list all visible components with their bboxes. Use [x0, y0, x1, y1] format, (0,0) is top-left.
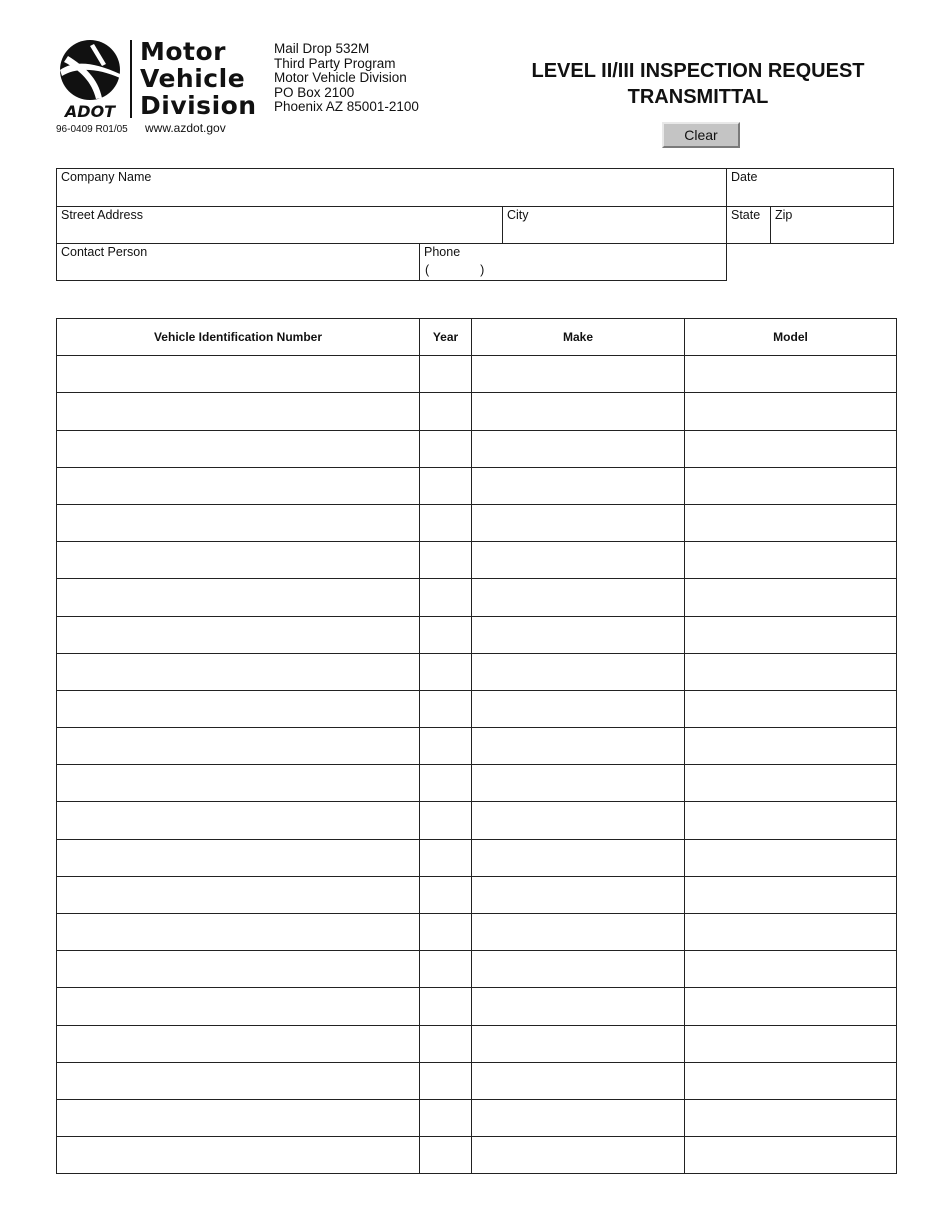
year-cell[interactable]: [420, 728, 472, 765]
year-cell[interactable]: [420, 356, 472, 393]
division-line: Vehicle: [140, 64, 246, 93]
model-column-header: Model: [685, 319, 897, 356]
table-row: [57, 653, 897, 690]
clear-button[interactable]: Clear: [662, 122, 740, 148]
date-label: Date: [731, 170, 758, 184]
year-column-header: Year: [420, 319, 472, 356]
year-cell[interactable]: [420, 393, 472, 430]
table-row: [57, 579, 897, 616]
year-cell[interactable]: [420, 1062, 472, 1099]
vin-cell[interactable]: [57, 728, 420, 765]
model-cell[interactable]: [685, 728, 897, 765]
model-cell[interactable]: [685, 839, 897, 876]
street-address-field[interactable]: [56, 206, 503, 244]
state-label: State: [731, 208, 761, 222]
model-cell[interactable]: [685, 504, 897, 541]
make-cell[interactable]: [472, 616, 685, 653]
year-cell[interactable]: [420, 988, 472, 1025]
year-cell[interactable]: [420, 1137, 472, 1174]
make-cell[interactable]: [472, 802, 685, 839]
model-cell[interactable]: [685, 765, 897, 802]
table-row: [57, 1025, 897, 1062]
table-row: [57, 1137, 897, 1174]
model-cell[interactable]: [685, 356, 897, 393]
year-cell[interactable]: [420, 802, 472, 839]
street-address-label: Street Address: [61, 208, 143, 222]
table-header-row: [57, 319, 897, 356]
city-label: City: [507, 208, 529, 222]
vin-cell[interactable]: [57, 1025, 420, 1062]
make-cell[interactable]: [472, 430, 685, 467]
table-row: [57, 690, 897, 727]
model-cell[interactable]: [685, 951, 897, 988]
make-cell[interactable]: [472, 356, 685, 393]
model-cell[interactable]: [685, 802, 897, 839]
make-cell[interactable]: [472, 690, 685, 727]
model-cell[interactable]: [685, 542, 897, 579]
make-cell[interactable]: [472, 393, 685, 430]
title-line: LEVEL II/III INSPECTION REQUEST: [531, 60, 865, 82]
table-row: [57, 728, 897, 765]
vin-cell[interactable]: [57, 616, 420, 653]
vin-cell[interactable]: [57, 876, 420, 913]
area-code-open: (: [425, 263, 430, 277]
model-cell[interactable]: [685, 876, 897, 913]
make-cell[interactable]: [472, 1062, 685, 1099]
address-line: Mail Drop 532M: [274, 41, 370, 56]
model-cell[interactable]: [685, 914, 897, 951]
table-row: [57, 914, 897, 951]
make-cell[interactable]: [472, 1099, 685, 1136]
vin-cell[interactable]: [57, 393, 420, 430]
model-cell[interactable]: [685, 1062, 897, 1099]
table-row: [57, 356, 897, 393]
table-row: [57, 765, 897, 802]
table-row: [57, 802, 897, 839]
table-row: [57, 951, 897, 988]
year-cell[interactable]: [420, 504, 472, 541]
phone-field[interactable]: [419, 243, 727, 281]
year-cell[interactable]: [420, 430, 472, 467]
table-row: [57, 467, 897, 504]
table-row: [57, 504, 897, 541]
year-cell[interactable]: [420, 467, 472, 504]
year-cell[interactable]: [420, 914, 472, 951]
vin-cell[interactable]: [57, 653, 420, 690]
year-cell[interactable]: [420, 765, 472, 802]
model-cell[interactable]: [685, 579, 897, 616]
vehicle-table: [56, 318, 897, 1174]
year-cell[interactable]: [420, 653, 472, 690]
make-cell[interactable]: [472, 1025, 685, 1062]
year-cell[interactable]: [420, 616, 472, 653]
make-cell[interactable]: [472, 653, 685, 690]
vin-cell[interactable]: [57, 1099, 420, 1136]
year-cell[interactable]: [420, 951, 472, 988]
make-cell[interactable]: [472, 728, 685, 765]
state-field[interactable]: [726, 206, 771, 244]
vin-cell[interactable]: [57, 579, 420, 616]
address-line: Third Party Program: [274, 55, 396, 71]
vin-column-header: Vehicle Identification Number: [57, 319, 420, 356]
phone-label: Phone: [424, 245, 461, 259]
title-line: TRANSMITTAL: [627, 86, 769, 108]
vin-cell[interactable]: [57, 430, 420, 467]
table-row: [57, 542, 897, 579]
year-cell[interactable]: [420, 690, 472, 727]
make-cell[interactable]: [472, 1137, 685, 1174]
model-cell[interactable]: [685, 690, 897, 727]
vin-cell[interactable]: [57, 839, 420, 876]
model-cell[interactable]: [685, 1025, 897, 1062]
make-cell[interactable]: [472, 951, 685, 988]
form-number: 96-0409 R01/05: [56, 124, 128, 135]
address-line: PO Box 2100: [274, 84, 355, 100]
vin-cell[interactable]: [57, 504, 420, 541]
date-field[interactable]: [726, 168, 894, 207]
document-title: [500, 58, 896, 110]
city-field[interactable]: [502, 206, 727, 244]
make-cell[interactable]: [472, 914, 685, 951]
make-cell[interactable]: [472, 988, 685, 1025]
division-line: Division: [140, 91, 257, 120]
model-cell[interactable]: [685, 1099, 897, 1136]
vin-cell[interactable]: [57, 356, 420, 393]
model-cell[interactable]: [685, 988, 897, 1025]
mailing-address: [274, 42, 419, 115]
contact-person-label: Contact Person: [61, 245, 148, 259]
zip-field[interactable]: [770, 206, 894, 244]
adot-logo-icon: [54, 40, 126, 120]
model-cell[interactable]: [685, 393, 897, 430]
model-cell[interactable]: [685, 1137, 897, 1174]
vin-cell[interactable]: [57, 951, 420, 988]
vin-cell[interactable]: [57, 467, 420, 504]
year-cell[interactable]: [420, 1025, 472, 1062]
division-line: Motor: [140, 37, 227, 66]
website: www.azdot.gov: [145, 121, 226, 135]
model-cell[interactable]: [685, 616, 897, 653]
vin-cell[interactable]: [57, 542, 420, 579]
vin-cell[interactable]: [57, 765, 420, 802]
year-cell[interactable]: [420, 579, 472, 616]
model-cell[interactable]: [685, 653, 897, 690]
year-cell[interactable]: [420, 542, 472, 579]
vin-cell[interactable]: [57, 1137, 420, 1174]
make-column-header: Make: [472, 319, 685, 356]
vin-cell[interactable]: [57, 690, 420, 727]
make-cell[interactable]: [472, 579, 685, 616]
table-row: [57, 393, 897, 430]
logo-lettering: ADOT: [64, 102, 116, 120]
company-name-label: Company Name: [61, 170, 152, 184]
make-cell[interactable]: [472, 839, 685, 876]
year-cell[interactable]: [420, 839, 472, 876]
make-cell[interactable]: [472, 876, 685, 913]
table-row: [57, 876, 897, 913]
make-cell[interactable]: [472, 765, 685, 802]
make-cell[interactable]: [472, 467, 685, 504]
vin-cell[interactable]: [57, 988, 420, 1025]
vin-cell[interactable]: [57, 914, 420, 951]
address-line: Motor Vehicle Division: [274, 70, 407, 86]
make-cell[interactable]: [472, 542, 685, 579]
table-row: [57, 1099, 897, 1136]
zip-label: Zip: [775, 208, 793, 222]
vin-cell[interactable]: [57, 802, 420, 839]
contact-person-field[interactable]: [56, 243, 420, 281]
table-row: [57, 1062, 897, 1099]
year-cell[interactable]: [420, 876, 472, 913]
table-row: [57, 839, 897, 876]
model-cell[interactable]: [685, 430, 897, 467]
company-name-field[interactable]: [56, 168, 727, 207]
address-line: Phoenix AZ 85001-2100: [274, 99, 419, 115]
model-cell[interactable]: [685, 467, 897, 504]
table-row: [57, 616, 897, 653]
area-code-close: ): [480, 263, 485, 277]
phone-area-code: [425, 263, 484, 277]
vin-cell[interactable]: [57, 1062, 420, 1099]
adot-logo: [54, 40, 126, 120]
table-row: [57, 988, 897, 1025]
table-row: [57, 430, 897, 467]
logo-divider: [130, 40, 132, 118]
division-title: [140, 38, 257, 119]
year-cell[interactable]: [420, 1099, 472, 1136]
make-cell[interactable]: [472, 504, 685, 541]
